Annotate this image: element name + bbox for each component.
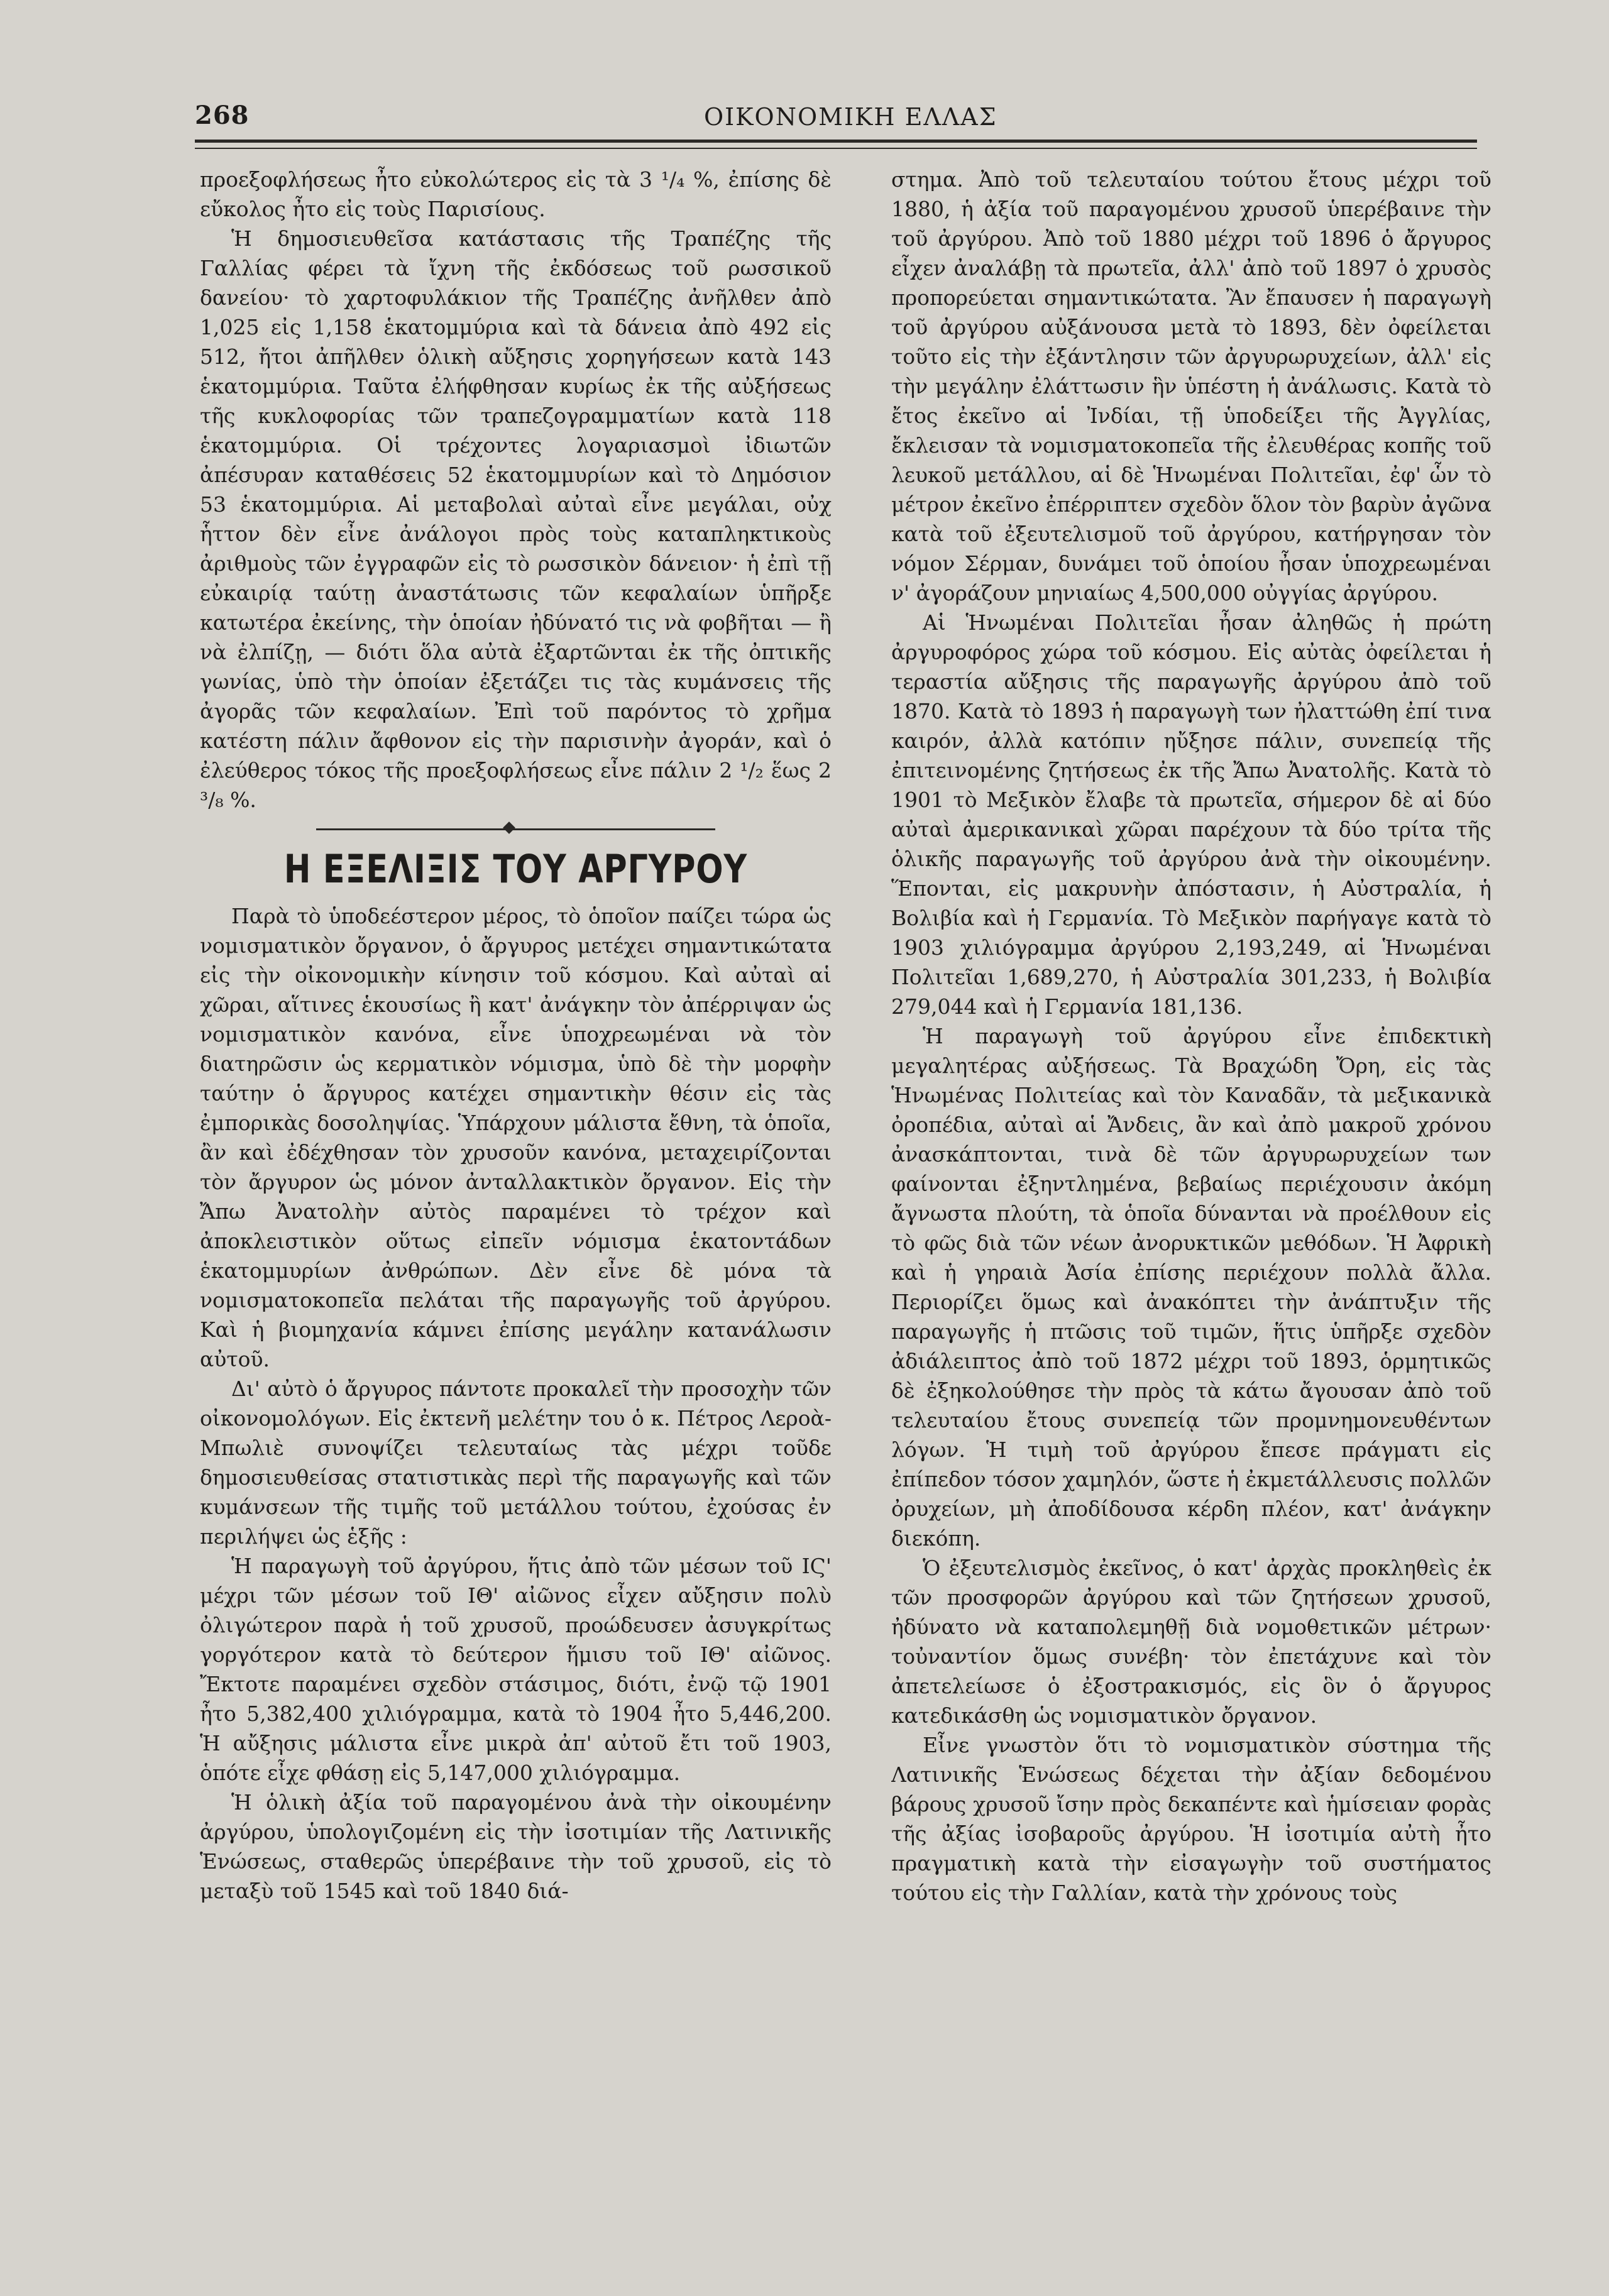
- paragraph: Ἡ ὁλικὴ ἀξία τοῦ παραγομένου ἀνὰ τὴν οἰκουμένην ἀργύρου, ὑπολογιζομένη εἰς τὴν ἰσοτιμίαν τῆς Λατινικῆς Ἑνώσεως, σταθερῶς ὑπερέβαινε τὴν τοῦ χρυσοῦ, εἰς τὸ μεταξὺ τοῦ 1545 καὶ τοῦ 1840 διά-: [200, 1790, 832, 1903]
- paragraph: Εἶνε γνωστὸν ὅτι τὸ νομισματικὸν σύστημα τῆς Λατινικῆς Ἑνώσεως δέχεται τὴν ἀξίαν δεδομένου βάρους χρυσοῦ ἴσην πρὸς δεκαπέντε καὶ ἡμίσειαν φορὰς τῆς ἀξίας ἰσοβαροῦς ἀργύρου. Ἡ ἰσοτιμία αὐτὴ ἦτο πραγματικὴ κατὰ τὴν εἰσαγωγὴν τοῦ συστήματος τούτου εἰς τὴν Γαλλίαν, κατὰ τὴν χρόνους τοὺς: [891, 1733, 1491, 1905]
- paragraph: Αἱ Ἡνωμέναι Πολιτεῖαι ἦσαν ἀληθῶς ἡ πρώτη ἀργυροφόρος χώρα τοῦ κόσμου. Εἰς αὐτὰς ὀφείλεται ἡ τεραστία αὔξησις τῆς παραγωγῆς ἀργύρου ἀπὸ τοῦ 1870. Κατὰ τὸ 1893 ἡ παραγωγὴ των ἠλαττώθη ἐπί τινα καιρόν, ἀλλὰ κατόπιν ηὔξησε πάλιν, συνεπείᾳ τῆς ἐπιτεινομένης ζητήσεως ἐκ τῆς Ἄπω Ἀνατολῆς. Κατὰ τὸ 1901 τὸ Μεξικὸν ἔλαβε τὰ πρωτεῖα, σήμερον δὲ αἱ δύο αὐταὶ ἀμερικανικαὶ χῶραι παρέχουν τὰ δύο τρίτα τῆς ὁλικῆς παραγωγῆς τοῦ ἀργύρου ἀνὰ τὴν οἰκουμένην. Ἕπονται, εἰς μακρυνὴν ἀπόστασιν, ἡ Αὐστραλία, ἡ Βολιβία καὶ ἡ Γερμανία. Τὸ Μεξικὸν παρήγαγε κατὰ τὸ 1903 χιλιόγραμμα ἀργύρου 2,193,249, αἱ Ἡνωμέναι Πολιτεῖαι 1,689,270, ἡ Αὐστραλία 301,233, ἡ Βολιβία 279,044 καὶ ἡ Γερμανία 181,136.: [891, 610, 1491, 1019]
- paragraph: Ἡ δημοσιευθεῖσα κατάστασις τῆς Τραπέζης τῆς Γαλλίας φέρει τὰ ἴχνη τῆς ἐκδόσεως τοῦ ρωσσικοῦ δανείου· τὸ χαρτοφυλάκιον τῆς Τραπέζης ἀνῆλθεν ἀπὸ 1,025 εἰς 1,158 ἑκατομμύρια καὶ τὰ δάνεια ἀπὸ 492 εἰς 512, ἤτοι ἀπῆλθεν ὁλικὴ αὔξησις χορηγήσεων κατὰ 143 ἑκατομμύρια. Ταῦτα ἐλήφθησαν κυρίως ἐκ τῆς αὐξήσεως τῆς κυκλοφορίας τῶν τραπεζογραμματίων κατὰ 118 ἑκατομμύρια. Οἱ τρέχοντες λογαριασμοὶ ἰδιωτῶν ἀπέσυραν καταθέσεις 52 ἑκατομμυρίων καὶ τὸ Δημόσιον 53 ἑκατομμύρια. Αἱ μεταβολαὶ αὐταὶ εἶνε μεγάλαι, οὐχ ἧττον δὲν εἶνε ἀνάλογοι πρὸς τοὺς καταπληκτικοὺς ἀριθμοὺς τῶν ἐγγραφῶν εἰς τὸ ρωσσικὸν δάνειον· ἡ ἐπὶ τῇ εὐκαιρίᾳ ταύτῃ ἀναστάτωσις τῶν κεφαλαίων ὑπῆρξε κατωτέρα ἐκείνης, τὴν ὁποίαν ἠδύνατό τις νὰ φοβῆται — ἢ νὰ ἐλπίζῃ, — διότι ὅλα αὐτὰ ἐξαρτῶνται ἐκ τῆς ὀπτικῆς γωνίας, ὑπὸ τὴν ὁποίαν ἐξετάζει τις τὰς κυμάνσεις τῆς ἀγορᾶς τῶν κεφαλαίων. Ἐπὶ τοῦ παρόντος τὸ χρῆμα κατέστη πάλιν ἄφθονον εἰς τὴν παρισινὴν ἀγοράν, καὶ ὁ ἐλεύθερος τόκος τῆς προεξοφλήσεως εἶνε πάλιν 2 ¹/₂ ἕως 2 ³/₈ %.: [200, 226, 832, 812]
- header-rule-thin: [195, 148, 1477, 149]
- paragraph: Ἡ παραγωγὴ τοῦ ἀργύρου, ἥτις ἀπὸ τῶν μέσων τοῦ ΙϚ' μέχρι τῶν μέσων τοῦ ΙΘ' αἰῶνος εἶχεν αὔξησιν πολὺ ὀλιγώτερον παρὰ ἡ τοῦ χρυσοῦ, προώδευσεν ἀσυγκρίτως γοργότερον κατὰ τὸ δεύτερον ἥμισυ τοῦ ΙΘ' αἰῶνος. Ἔκτοτε παραμένει σχεδὸν στάσιμος, διότι, ἐνῷ τῷ 1901 ἦτο 5,382,400 χιλιόγραμμα, κατὰ τὸ 1904 ἦτο 5,446,200. Ἡ αὔξησις μάλιστα εἶνε μικρὰ ἀπ' αὐτοῦ ἔτι τοῦ 1903, ὁπότε εἶχε φθάσῃ εἰς 5,147,000 χιλιόγραμμα.: [200, 1554, 832, 1785]
- section-separator: [200, 815, 832, 840]
- paragraph: Ἡ παραγωγὴ τοῦ ἀργύρου εἶνε ἐπιδεκτικὴ μεγαλητέρας αὐξήσεως. Τὰ Βραχώδη Ὄρη, εἰς τὰς Ἡνωμένας Πολιτείας καὶ τὸν Καναδᾶν, τὰ μεξικανικὰ ὀροπέδια, αὐταὶ αἱ Ἄνδεις, ἂν καὶ ἀπὸ μακροῦ χρόνου ἀνασκάπτονται, τινὰ δὲ τῶν ἀργυρωρυχείων των φαίνονται ἐξηντλημένα, βεβαίως περιέχουσιν ἀκόμη ἄγνωστα πλούτη, τὰ ὁποῖα δύνανται νὰ προέλθουν εἰς τὸ φῶς διὰ τῶν νέων ἀνορυκτικῶν μεθόδων. Ἡ Ἀφρικὴ καὶ ἡ γηραιὰ Ἀσία ἐπίσης περιέχουν πολλὰ ἄλλα. Περιορίζει ὅμως καὶ ἀνακόπτει τὴν ἀνάπτυξιν τῆς παραγωγῆς ἡ πτῶσις τοῦ τιμῶν, ἥτις ὑπῆρξε σχεδὸν ἀδιάλειπτος ἀπὸ τοῦ 1872 μέχρι τοῦ 1893, ὁρμητικῶς δὲ ἐξηκολούθησε τὴν πρὸς τὰ κάτω ἄγουσαν ἀπὸ τοῦ τελευταίου ἔτους συνεπείᾳ τῶν προμνημονευθέντων λόγων. Ἡ τιμὴ τοῦ ἀργύρου ἔπεσε πράγματι εἰς ἐπίπεδον τόσον χαμηλόν, ὥστε ἡ ἐκμετάλλευσις πολλῶν ὀρυχείων, μὴ ἀποδίδουσα κέρδη πλέον, κατ' ἀνάγκην διεκόπη.: [891, 1024, 1491, 1551]
- running-title: ΟΙΚΟΝΟΜΙΚΗ ΕΛΛΑΣ: [704, 103, 997, 131]
- section-title: Η ΕΞΕΛΙΞΙΣ ΤΟΥ ΑΡΓΥΡΟΥ: [283, 846, 748, 892]
- paragraph: Παρὰ τὸ ὑποδεέστερον μέρος, τὸ ὁποῖον παίζει τώρα ὡς νομισματικὸν ὄργανον, ὁ ἄργυρος μετέχει σημαντικώτατα εἰς τὴν οἰκονομικὴν κίνησιν τοῦ κόσμου. Καὶ αὐταὶ αἱ χῶραι, αἵτινες ἑκουσίως ἢ κατ' ἀνάγκην τὸν ἀπέρριψαν ὡς νομισματικὸν κανόνα, εἶνε ὑποχρεωμέναι νὰ τὸν διατηρῶσιν ὡς κερματικὸν νόμισμα, ὑπὸ δὲ τὴν μορφὴν ταύτην ὁ ἄργυρος κατέχει σημαντικὴν θέσιν εἰς τὰς ἐμπορικὰς δοσοληψίας. Ὑπάρχουν μάλιστα ἔθνη, τὰ ὁποῖα, ἂν καὶ ἐδέχθησαν τὸν χρυσοῦν κανόνα, μεταχειρίζονται τὸν ἄργυρον ὡς μόνον ἀνταλλακτικὸν ὄργανον. Εἰς τὴν Ἄπω Ἀνατολὴν αὐτὸς παραμένει τὸ τρέχον καὶ ἀποκλειστικὸν οὕτως εἰπεῖν νόμισμα ἑκατοντάδων ἑκατομμυρίων ἀνθρώπων. Δὲν εἶνε δὲ μόνα τὰ νομισματοκοπεῖα πελάται τῆς παραγωγῆς τοῦ ἀργύρου. Καὶ ἡ βιομηχανία κάμνει ἐπίσης μεγάλην κατανάλωσιν αὐτοῦ.: [200, 904, 832, 1371]
- paragraph: στημα. Ἀπὸ τοῦ τελευταίου τούτου ἔτους μέχρι τοῦ 1880, ἡ ἀξία τοῦ παραγομένου χρυσοῦ ὑπερέβαινε τὴν τοῦ ἀργύρου. Ἀπὸ τοῦ 1880 μέχρι τοῦ 1896 ὁ ἄργυρος εἶχεν ἀναλάβῃ τὰ πρωτεῖα, ἀλλ' ἀπὸ τοῦ 1897 ὁ χρυσὸς προπορεύεται σημαντικώτατα. Ἂν ἔπαυσεν ἡ παραγωγὴ τοῦ ἀργύρου αὐξάνουσα μετὰ τὸ 1893, δὲν ὀφείλεται τοῦτο εἰς τὴν ἐξάντλησιν τῶν ἀργυρωρυχείων, ἀλλ' εἰς τὴν μεγάλην ἐλάττωσιν ἣν ὑπέστη ἡ ἀνάλωσις. Κατὰ τὸ ἔτος ἐκεῖνο αἱ Ἰνδίαι, τῇ ὑποδείξει τῆς Ἀγγλίας, ἔκλεισαν τὰ νομισματοκοπεῖα τῆς ἐλευθέρας κοπῆς τοῦ λευκοῦ μετάλλου, αἱ δὲ Ἡνωμέναι Πολιτεῖαι, ἐφ' ὧν τὸ μέτρον ἐκεῖνο ἐπέρριπτεν σχεδὸν ὅλον τὸν βαρὺν ἀγῶνα κατὰ τοῦ ἐξευτελισμοῦ τοῦ ἀργύρου, κατήργησαν τὸν νόμον Σέρμαν, δυνάμει τοῦ ὁποίου ἦσαν ὑποχρεωμέναι ν' ἀγοράζουν μηνιαίως 4,500,000 οὐγγίας ἀργύρου.: [891, 167, 1491, 605]
- paragraph: Δι' αὐτὸ ὁ ἄργυρος πάντοτε προκαλεῖ τὴν προσοχὴν τῶν οἰκονομολόγων. Εἰς ἐκτενῆ μελέτην του ὁ κ. Πέτρος Λεροὰ-Μπωλιὲ συνοψίζει τελευταίως τὰς μέχρι τοῦδε δημοσιευθείσας στατιστικὰς περὶ τῆς παραγωγῆς καὶ τῶν κυμάνσεων τῆς τιμῆς τοῦ μετάλλου τούτου, ἐχούσας ἐν περιλήψει ὡς ἑξῆς :: [200, 1376, 832, 1549]
- right-column: [891, 165, 1491, 2270]
- left-column: [200, 165, 832, 2270]
- header-rule-thick: [195, 140, 1477, 143]
- paragraph: προεξοφλήσεως ἦτο εὐκολώτερος εἰς τὰ 3 ¹/₄ %, ἐπίσης δὲ εὔκολος ἦτο εἰς τοὺς Παρισίους.: [200, 167, 832, 221]
- paragraph: Ὁ ἐξευτελισμὸς ἐκεῖνος, ὁ κατ' ἀρχὰς προκληθεὶς ἐκ τῶν προσφορῶν ἀργύρου καὶ τῶν ζητήσεων χρυσοῦ, ἠδύνατο νὰ καταπολεμηθῇ διὰ νομοθετικῶν μέτρων· τοὐναντίον ὅμως συνέβη· τὸν ἐπετάχυνε καὶ τὸν ἀπετελείωσε ὁ ἐξοστρακισμός, εἰς ὃν ὁ ἄργυρος κατεδικάσθη ὡς νομισματικὸν ὄργανον.: [891, 1556, 1491, 1728]
- page-number: 268: [195, 101, 250, 130]
- page-header: [195, 101, 1477, 138]
